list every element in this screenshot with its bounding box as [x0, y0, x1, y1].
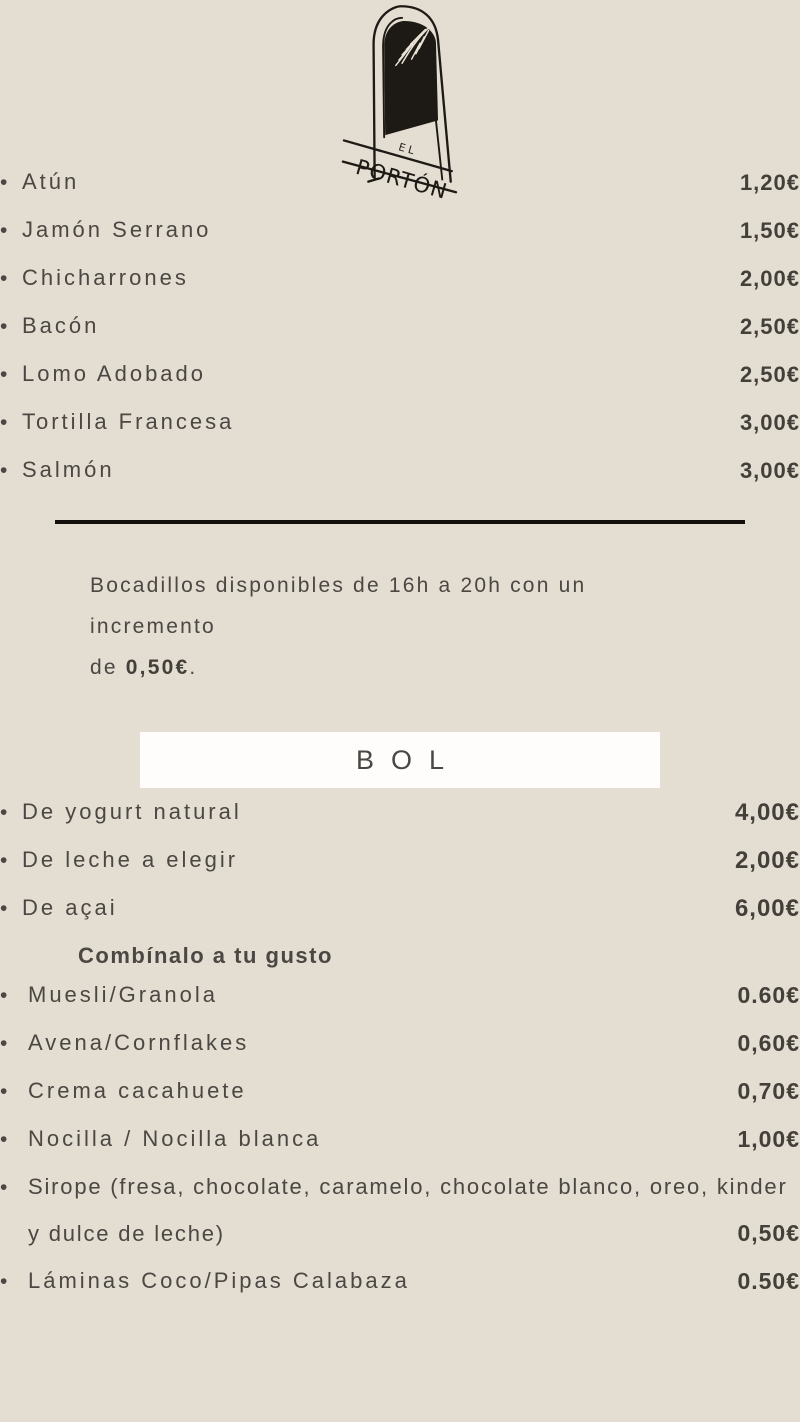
note-price-bold: 0,50€: [125, 656, 190, 679]
note-line-1: Bocadillos disponibles de 16h a 20h con un incremento: [90, 574, 587, 638]
menu-item-row: [0, 254, 800, 302]
logo-text-porton: PORTÓN: [353, 153, 451, 204]
menu-item-row: [0, 206, 800, 254]
logo-text-el: EL: [397, 141, 419, 159]
menu-item-row: [0, 158, 800, 206]
bullet-icon: [0, 158, 22, 206]
note-line-2-suffix: .: [189, 656, 198, 679]
bullet-icon: [0, 1115, 28, 1163]
item-price: 1,50€: [739, 218, 800, 243]
item-label: Lomo Adobado: [22, 361, 207, 386]
item-price: 6,00€: [734, 895, 800, 922]
item-price: 0.60€: [737, 982, 800, 1008]
item-label: Láminas Coco/Pipas Calabaza: [28, 1268, 410, 1293]
item-price: 0,50€: [737, 1220, 800, 1246]
item-price: 2,00€: [739, 266, 800, 291]
item-label: Sirope (fresa, chocolate, caramelo, chocolate blanco, oreo, kinder y dulce de leche): [28, 1174, 788, 1246]
item-label: Chicharrones: [22, 265, 189, 290]
menu-item-row: [0, 350, 800, 398]
item-label: Salmón: [22, 457, 115, 482]
combo-heading: Combínalo a tu gusto: [78, 943, 333, 968]
item-label: De yogurt natural: [22, 799, 242, 824]
item-label: Muesli/Granola: [28, 982, 218, 1007]
note-line-2: [90, 647, 705, 688]
bullet-icon: [0, 254, 22, 302]
item-price: 1,00€: [737, 1126, 800, 1152]
bol-list: [0, 788, 800, 932]
item-label: Avena/Cornflakes: [28, 1030, 250, 1055]
menu-item-row: [0, 1115, 800, 1163]
item-price: 0,70€: [737, 1078, 800, 1104]
item-price: 2,50€: [739, 314, 800, 339]
menu-item-row: [0, 398, 800, 446]
bol-title: BOL: [355, 744, 462, 775]
item-label: Tortilla Francesa: [22, 409, 235, 434]
menu-item-row: [0, 1257, 800, 1305]
section-divider: [55, 520, 745, 524]
bullet-icon: [0, 1019, 28, 1067]
bullet-icon: [0, 302, 22, 350]
bullet-icon: [0, 1163, 28, 1211]
bullet-icon: [0, 206, 22, 254]
item-label: Nocilla / Nocilla blanca: [28, 1126, 322, 1151]
menu-item-row: [0, 302, 800, 350]
menu-item-row: [0, 1019, 800, 1067]
bullet-icon: [0, 1067, 28, 1115]
bullet-icon: [0, 398, 22, 446]
bullet-icon: [0, 350, 22, 398]
item-label: Jamón Serrano: [22, 217, 212, 242]
bullet-icon: [0, 788, 22, 836]
item-price: 0,60€: [737, 1030, 800, 1056]
bol-section-header: [140, 732, 660, 788]
bullet-icon: [0, 446, 22, 494]
bullet-icon: [0, 884, 22, 932]
item-label: De açai: [22, 895, 118, 920]
extras-list: [0, 158, 800, 494]
note-line-2-prefix: de: [90, 656, 126, 679]
bullet-icon: [0, 971, 28, 1019]
item-label: Bacón: [22, 313, 100, 338]
item-price: 4,00€: [734, 799, 800, 826]
item-price: 0.50€: [737, 1268, 800, 1294]
bullet-icon: [0, 836, 22, 884]
bullet-icon: [0, 1257, 28, 1305]
item-label: De leche a elegir: [22, 847, 239, 872]
availability-note: [90, 565, 705, 688]
item-price: 1,20€: [739, 170, 800, 195]
menu-item-row: [0, 971, 800, 1019]
menu-item-row: [0, 1067, 800, 1115]
menu-item-row: [0, 836, 800, 884]
item-price: 3,00€: [739, 458, 800, 483]
menu-item-row: [0, 788, 800, 836]
menu-item-row: [0, 884, 800, 932]
item-price: 2,00€: [734, 847, 800, 874]
menu-item-row: [0, 1163, 800, 1257]
item-price: 3,00€: [739, 410, 800, 435]
item-label: Crema cacahuete: [28, 1078, 247, 1103]
item-label: Atún: [22, 169, 80, 194]
item-price: 2,50€: [739, 362, 800, 387]
combo-list: [0, 971, 800, 1305]
menu-item-row: [0, 446, 800, 494]
